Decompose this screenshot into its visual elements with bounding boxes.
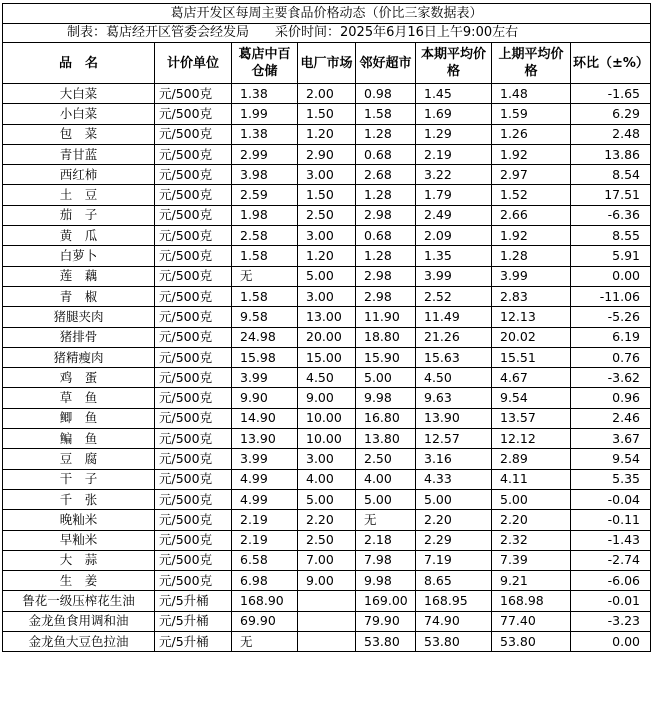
price-gedian: 2.58 — [232, 226, 298, 246]
price-last-avg: 168.98 — [492, 591, 571, 611]
table-row — [3, 84, 651, 104]
price-last-avg: 1.48 — [492, 84, 571, 104]
price-gedian: 3.98 — [232, 165, 298, 185]
price-current-avg: 1.79 — [416, 185, 492, 205]
price-dianchang: 9.00 — [298, 571, 356, 591]
item-unit: 元/500克 — [155, 408, 232, 428]
price-last-avg: 9.54 — [492, 388, 571, 408]
price-last-avg: 12.12 — [492, 429, 571, 449]
price-gedian: 无 — [232, 266, 298, 286]
header-last-avg: 上期平均价格 — [492, 43, 571, 84]
price-last-avg: 1.52 — [492, 185, 571, 205]
price-gedian: 6.98 — [232, 571, 298, 591]
price-dianchang: 3.00 — [298, 226, 356, 246]
table-row — [3, 510, 651, 530]
title-row — [3, 4, 651, 24]
price-gedian: 1.58 — [232, 246, 298, 266]
table-row — [3, 571, 651, 591]
price-last-avg: 5.00 — [492, 489, 571, 509]
price-gedian: 无 — [232, 632, 298, 652]
header-name: 品 名 — [3, 43, 155, 84]
item-name: 小白菜 — [3, 104, 155, 124]
table-title: 葛店开发区每周主要食品价格动态（价比三家数据表） — [3, 4, 651, 24]
price-dianchang: 7.00 — [298, 550, 356, 570]
price-linhao: 0.68 — [356, 226, 416, 246]
price-current-avg: 53.80 — [416, 632, 492, 652]
price-linhao: 2.18 — [356, 530, 416, 550]
price-dianchang — [298, 632, 356, 652]
item-name: 黄 瓜 — [3, 226, 155, 246]
price-gedian: 2.99 — [232, 144, 298, 164]
item-name: 土 豆 — [3, 185, 155, 205]
table-row — [3, 611, 651, 631]
price-ratio: 8.55 — [571, 226, 651, 246]
price-gedian: 69.90 — [232, 611, 298, 631]
item-name: 猪排骨 — [3, 327, 155, 347]
item-name: 莲 藕 — [3, 266, 155, 286]
price-dianchang: 15.00 — [298, 347, 356, 367]
item-name: 茄 子 — [3, 205, 155, 225]
table-row — [3, 165, 651, 185]
item-unit: 元/500克 — [155, 104, 232, 124]
price-last-avg: 1.92 — [492, 226, 571, 246]
price-dianchang: 13.00 — [298, 307, 356, 327]
price-dianchang: 2.50 — [298, 530, 356, 550]
price-ratio: 2.48 — [571, 124, 651, 144]
price-gedian: 3.99 — [232, 368, 298, 388]
meta-cell — [3, 24, 651, 43]
header-ratio: 环比（±%） — [571, 43, 651, 84]
price-dianchang: 5.00 — [298, 266, 356, 286]
header-row — [3, 43, 651, 84]
item-name: 鳊 鱼 — [3, 429, 155, 449]
item-name: 鸡 蛋 — [3, 368, 155, 388]
price-current-avg: 1.35 — [416, 246, 492, 266]
item-name: 青甘蓝 — [3, 144, 155, 164]
price-ratio: 5.91 — [571, 246, 651, 266]
table-row — [3, 530, 651, 550]
price-dianchang: 2.50 — [298, 205, 356, 225]
price-current-avg: 4.33 — [416, 469, 492, 489]
table-row — [3, 368, 651, 388]
item-name: 早籼米 — [3, 530, 155, 550]
price-gedian: 4.99 — [232, 489, 298, 509]
item-name: 鲫 鱼 — [3, 408, 155, 428]
item-name: 晚籼米 — [3, 510, 155, 530]
price-linhao: 9.98 — [356, 388, 416, 408]
price-current-avg: 3.16 — [416, 449, 492, 469]
price-current-avg: 12.57 — [416, 429, 492, 449]
price-ratio: 5.35 — [571, 469, 651, 489]
price-current-avg: 4.50 — [416, 368, 492, 388]
price-dianchang: 3.00 — [298, 165, 356, 185]
price-dianchang: 1.20 — [298, 246, 356, 266]
price-current-avg: 15.63 — [416, 347, 492, 367]
price-gedian: 1.99 — [232, 104, 298, 124]
price-current-avg: 2.49 — [416, 205, 492, 225]
price-ratio: 0.96 — [571, 388, 651, 408]
item-name: 大 蒜 — [3, 550, 155, 570]
table-row — [3, 469, 651, 489]
price-last-avg: 15.51 — [492, 347, 571, 367]
item-name: 青 椒 — [3, 286, 155, 306]
price-ratio: -1.43 — [571, 530, 651, 550]
table-row — [3, 144, 651, 164]
price-gedian: 9.90 — [232, 388, 298, 408]
price-last-avg: 2.83 — [492, 286, 571, 306]
price-linhao: 1.28 — [356, 185, 416, 205]
price-current-avg: 2.29 — [416, 530, 492, 550]
price-linhao: 2.98 — [356, 266, 416, 286]
price-last-avg: 53.80 — [492, 632, 571, 652]
price-last-avg: 4.67 — [492, 368, 571, 388]
price-current-avg: 13.90 — [416, 408, 492, 428]
price-linhao: 2.98 — [356, 286, 416, 306]
price-linhao: 2.98 — [356, 205, 416, 225]
price-dianchang — [298, 611, 356, 631]
item-unit: 元/500克 — [155, 327, 232, 347]
item-unit: 元/500克 — [155, 489, 232, 509]
price-gedian: 13.90 — [232, 429, 298, 449]
item-unit: 元/500克 — [155, 530, 232, 550]
price-last-avg: 20.02 — [492, 327, 571, 347]
price-linhao: 18.80 — [356, 327, 416, 347]
price-last-avg: 13.57 — [492, 408, 571, 428]
price-dianchang: 5.00 — [298, 489, 356, 509]
table-row — [3, 489, 651, 509]
price-ratio: -3.62 — [571, 368, 651, 388]
price-gedian: 3.99 — [232, 449, 298, 469]
price-last-avg: 1.26 — [492, 124, 571, 144]
price-last-avg: 77.40 — [492, 611, 571, 631]
table-row — [3, 429, 651, 449]
price-gedian: 1.58 — [232, 286, 298, 306]
price-dianchang: 4.50 — [298, 368, 356, 388]
price-dianchang: 10.00 — [298, 408, 356, 428]
price-last-avg: 2.20 — [492, 510, 571, 530]
price-current-avg: 11.49 — [416, 307, 492, 327]
price-last-avg: 2.97 — [492, 165, 571, 185]
price-ratio: 0.00 — [571, 632, 651, 652]
price-ratio: 9.54 — [571, 449, 651, 469]
price-dianchang: 1.50 — [298, 104, 356, 124]
price-last-avg: 2.89 — [492, 449, 571, 469]
meta-row — [3, 24, 651, 43]
price-gedian: 2.19 — [232, 530, 298, 550]
price-gedian: 1.38 — [232, 124, 298, 144]
price-dianchang: 10.00 — [298, 429, 356, 449]
price-current-avg: 3.99 — [416, 266, 492, 286]
price-linhao: 1.28 — [356, 246, 416, 266]
table-row — [3, 307, 651, 327]
table-row — [3, 205, 651, 225]
item-unit: 元/500克 — [155, 205, 232, 225]
header-dianchang: 电厂市场 — [298, 43, 356, 84]
item-name: 生 姜 — [3, 571, 155, 591]
item-name: 白萝卜 — [3, 246, 155, 266]
header-unit: 计价单位 — [155, 43, 232, 84]
price-dianchang: 9.00 — [298, 388, 356, 408]
price-dianchang: 3.00 — [298, 449, 356, 469]
price-dianchang: 3.00 — [298, 286, 356, 306]
price-gedian: 168.90 — [232, 591, 298, 611]
table-row — [3, 388, 651, 408]
price-dianchang: 2.20 — [298, 510, 356, 530]
item-name: 猪精瘦肉 — [3, 347, 155, 367]
price-gedian: 15.98 — [232, 347, 298, 367]
price-gedian: 2.59 — [232, 185, 298, 205]
price-last-avg: 7.39 — [492, 550, 571, 570]
price-ratio: 0.76 — [571, 347, 651, 367]
price-linhao: 无 — [356, 510, 416, 530]
price-dianchang — [298, 591, 356, 611]
item-unit: 元/500克 — [155, 550, 232, 570]
item-unit: 元/500克 — [155, 286, 232, 306]
table-row — [3, 550, 651, 570]
price-linhao: 11.90 — [356, 307, 416, 327]
item-unit: 元/500克 — [155, 307, 232, 327]
price-current-avg: 168.95 — [416, 591, 492, 611]
price-last-avg: 1.59 — [492, 104, 571, 124]
table-row — [3, 104, 651, 124]
item-unit: 元/500克 — [155, 84, 232, 104]
price-gedian: 2.19 — [232, 510, 298, 530]
price-current-avg: 1.45 — [416, 84, 492, 104]
price-ratio: 6.19 — [571, 327, 651, 347]
item-unit: 元/500克 — [155, 165, 232, 185]
price-current-avg: 1.69 — [416, 104, 492, 124]
item-unit: 元/500克 — [155, 388, 232, 408]
price-gedian: 9.58 — [232, 307, 298, 327]
price-dianchang: 1.50 — [298, 185, 356, 205]
table-row — [3, 632, 651, 652]
price-gedian: 4.99 — [232, 469, 298, 489]
item-unit: 元/5升桶 — [155, 591, 232, 611]
price-ratio: -5.26 — [571, 307, 651, 327]
price-ratio: 13.86 — [571, 144, 651, 164]
price-linhao: 5.00 — [356, 489, 416, 509]
price-last-avg: 12.13 — [492, 307, 571, 327]
price-gedian: 1.98 — [232, 205, 298, 225]
item-unit: 元/500克 — [155, 347, 232, 367]
price-current-avg: 8.65 — [416, 571, 492, 591]
item-unit: 元/500克 — [155, 124, 232, 144]
price-linhao: 9.98 — [356, 571, 416, 591]
price-last-avg: 1.92 — [492, 144, 571, 164]
header-current-avg: 本期平均价格 — [416, 43, 492, 84]
price-current-avg: 2.20 — [416, 510, 492, 530]
item-unit: 元/500克 — [155, 510, 232, 530]
item-name: 鲁花一级压榨花生油 — [3, 591, 155, 611]
item-name: 西红柿 — [3, 165, 155, 185]
item-name: 豆 腐 — [3, 449, 155, 469]
item-unit: 元/500克 — [155, 185, 232, 205]
price-linhao: 1.28 — [356, 124, 416, 144]
price-ratio: -2.74 — [571, 550, 651, 570]
price-gedian: 1.38 — [232, 84, 298, 104]
price-current-avg: 1.29 — [416, 124, 492, 144]
price-current-avg: 2.19 — [416, 144, 492, 164]
price-gedian: 6.58 — [232, 550, 298, 570]
price-last-avg: 2.66 — [492, 205, 571, 225]
price-ratio: -0.11 — [571, 510, 651, 530]
price-ratio: -6.06 — [571, 571, 651, 591]
price-ratio: 6.29 — [571, 104, 651, 124]
table-row — [3, 286, 651, 306]
price-current-avg: 2.09 — [416, 226, 492, 246]
item-unit: 元/500克 — [155, 266, 232, 286]
item-unit: 元/500克 — [155, 469, 232, 489]
item-name: 金龙鱼食用调和油 — [3, 611, 155, 631]
price-ratio: 0.00 — [571, 266, 651, 286]
item-name: 包 菜 — [3, 124, 155, 144]
item-unit: 元/500克 — [155, 368, 232, 388]
item-unit: 元/500克 — [155, 429, 232, 449]
price-current-avg: 7.19 — [416, 550, 492, 570]
table-row — [3, 226, 651, 246]
price-gedian: 24.98 — [232, 327, 298, 347]
price-dianchang: 2.90 — [298, 144, 356, 164]
price-linhao: 15.90 — [356, 347, 416, 367]
price-last-avg: 3.99 — [492, 266, 571, 286]
price-linhao: 13.80 — [356, 429, 416, 449]
price-last-avg: 1.28 — [492, 246, 571, 266]
price-current-avg: 2.52 — [416, 286, 492, 306]
item-unit: 元/500克 — [155, 226, 232, 246]
price-gedian: 14.90 — [232, 408, 298, 428]
price-dianchang: 4.00 — [298, 469, 356, 489]
table-row — [3, 408, 651, 428]
table-row — [3, 185, 651, 205]
price-ratio: 2.46 — [571, 408, 651, 428]
price-linhao: 7.98 — [356, 550, 416, 570]
item-unit: 元/500克 — [155, 246, 232, 266]
price-current-avg: 21.26 — [416, 327, 492, 347]
price-ratio: -0.04 — [571, 489, 651, 509]
price-last-avg: 2.32 — [492, 530, 571, 550]
table-row — [3, 449, 651, 469]
item-unit: 元/5升桶 — [155, 611, 232, 631]
price-ratio: 8.54 — [571, 165, 651, 185]
price-linhao: 53.80 — [356, 632, 416, 652]
price-dianchang: 1.20 — [298, 124, 356, 144]
price-dianchang: 2.00 — [298, 84, 356, 104]
price-ratio: 17.51 — [571, 185, 651, 205]
item-unit: 元/500克 — [155, 449, 232, 469]
price-linhao: 5.00 — [356, 368, 416, 388]
item-name: 金龙鱼大豆色拉油 — [3, 632, 155, 652]
table-row — [3, 327, 651, 347]
table-row — [3, 124, 651, 144]
price-ratio: -3.23 — [571, 611, 651, 631]
item-name: 干 子 — [3, 469, 155, 489]
price-table — [2, 3, 651, 652]
maker-text: 制表：葛店经开区管委会经发局 — [67, 25, 250, 40]
table-row — [3, 246, 651, 266]
price-current-avg: 5.00 — [416, 489, 492, 509]
price-linhao: 4.00 — [356, 469, 416, 489]
price-ratio: -6.36 — [571, 205, 651, 225]
price-last-avg: 9.21 — [492, 571, 571, 591]
item-name: 草 鱼 — [3, 388, 155, 408]
price-linhao: 0.68 — [356, 144, 416, 164]
price-linhao: 79.90 — [356, 611, 416, 631]
item-name: 大白菜 — [3, 84, 155, 104]
price-current-avg: 3.22 — [416, 165, 492, 185]
table-row — [3, 591, 651, 611]
price-linhao: 0.98 — [356, 84, 416, 104]
price-ratio: -1.65 — [571, 84, 651, 104]
price-last-avg: 4.11 — [492, 469, 571, 489]
price-ratio: 3.67 — [571, 429, 651, 449]
header-linhao: 邻好超市 — [356, 43, 416, 84]
table-row — [3, 266, 651, 286]
item-unit: 元/500克 — [155, 571, 232, 591]
price-ratio: -11.06 — [571, 286, 651, 306]
price-current-avg: 9.63 — [416, 388, 492, 408]
header-gedian: 葛店中百仓储 — [232, 43, 298, 84]
item-name: 猪腿夹肉 — [3, 307, 155, 327]
price-linhao: 1.58 — [356, 104, 416, 124]
price-ratio: -0.01 — [571, 591, 651, 611]
price-dianchang: 20.00 — [298, 327, 356, 347]
item-unit: 元/5升桶 — [155, 632, 232, 652]
collect-time-text: 采价时间：2025年6月16日上午9:00左右 — [275, 25, 519, 40]
price-linhao: 2.68 — [356, 165, 416, 185]
price-linhao: 2.50 — [356, 449, 416, 469]
table-row — [3, 347, 651, 367]
item-name: 千 张 — [3, 489, 155, 509]
price-linhao: 16.80 — [356, 408, 416, 428]
price-linhao: 169.00 — [356, 591, 416, 611]
item-unit: 元/500克 — [155, 144, 232, 164]
price-current-avg: 74.90 — [416, 611, 492, 631]
